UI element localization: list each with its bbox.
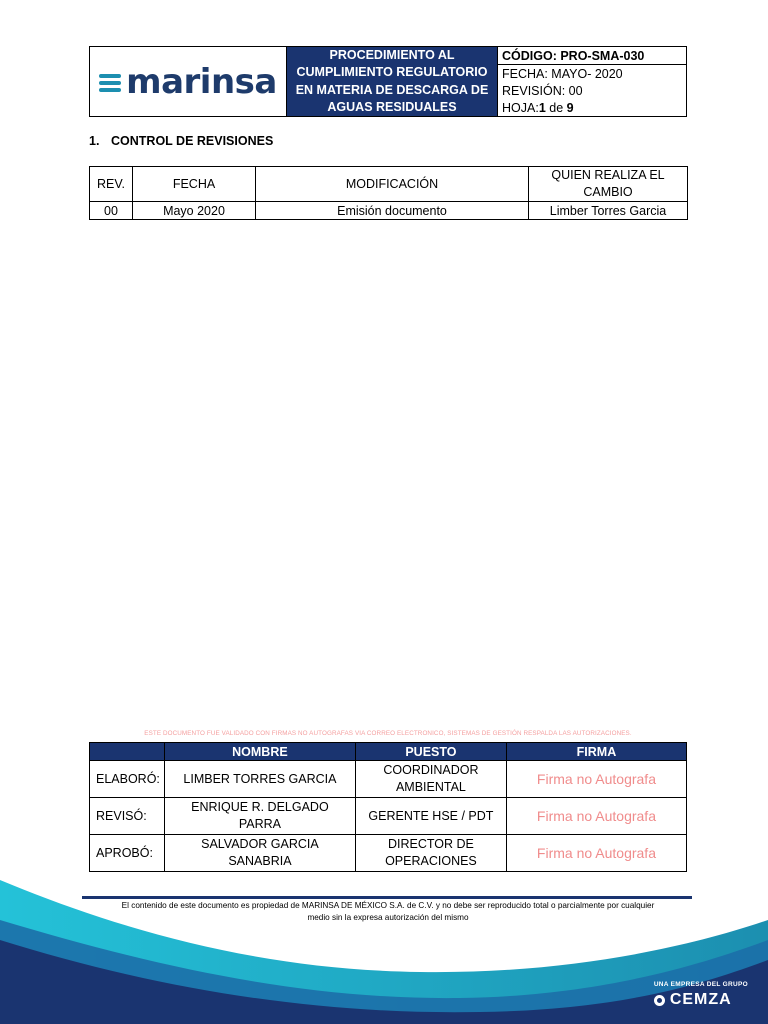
column-header: PUESTO <box>355 743 506 761</box>
name-cell: ENRIQUE R. DELGADO PARRA <box>164 798 355 835</box>
document-code: CÓDIGO: PRO-SMA-030 <box>498 47 686 65</box>
revisions-table <box>89 166 688 220</box>
role-cell: APROBÓ: <box>90 835 165 872</box>
column-header: MODIFICACIÓN <box>256 167 529 202</box>
signature-cell: Firma no Autografa <box>506 835 686 872</box>
document-header <box>89 46 687 117</box>
table-cell: Emisión documento <box>256 202 529 220</box>
logo-wordmark: marinsa <box>126 61 277 102</box>
position-cell: GERENTE HSE / PDT <box>355 798 506 835</box>
waves-icon <box>99 74 121 92</box>
cemza-logo-icon <box>654 995 665 1006</box>
name-cell: LIMBER TORRES GARCIA <box>164 761 355 798</box>
signature-cell: Firma no Autografa <box>506 761 686 798</box>
document-date: FECHA: MAYO- 2020 <box>502 66 623 81</box>
table-cell: Mayo 2020 <box>133 202 256 220</box>
document-revision: REVISIÓN: 00 <box>502 83 583 98</box>
position-cell: COORDINADOR AMBIENTAL <box>355 761 506 798</box>
table-header-row <box>90 743 687 761</box>
table-cell: 00 <box>90 202 133 220</box>
table-row <box>90 798 687 835</box>
table-row <box>90 761 687 798</box>
validation-notice: ESTE DOCUMENTO FUE VALIDADO CON FIRMAS NO AUTOGRAFAS VIA CORREO ELECTRONICO, SISTEMAS DE GESTIÓN RESPALDA LAS AUTORIZACIONES. <box>144 730 632 737</box>
signatures-table <box>89 742 687 872</box>
cemza-brand: UNA EMPRESA DEL GRUPO CEMZA <box>653 981 748 1008</box>
section-heading: 1. CONTROL DE REVISIONES <box>89 134 274 148</box>
name-cell: SALVADOR GARCIA SANABRIA <box>164 835 355 872</box>
document-page: HOJA: 1 de 9 <box>502 100 574 115</box>
position-cell: DIRECTOR DE OPERACIONES <box>355 835 506 872</box>
column-header: REV. <box>90 167 133 202</box>
role-cell: REVISÓ: <box>90 798 165 835</box>
column-header: FIRMA <box>506 743 686 761</box>
column-header: NOMBRE <box>164 743 355 761</box>
table-cell: Limber Torres Garcia <box>529 202 688 220</box>
document-title: PROCEDIMIENTO AL CUMPLIMIENTO REGULATORIO EN MATERIA DE DESCARGA DE AGUAS RESIDUALES <box>287 47 498 116</box>
document-meta <box>498 47 686 116</box>
column-header: FECHA <box>133 167 256 202</box>
footer-rule <box>82 896 692 899</box>
marinsa-logo <box>90 47 287 116</box>
table-header-row <box>90 167 688 202</box>
role-cell: ELABORÓ: <box>90 761 165 798</box>
table-row <box>90 202 688 220</box>
footer-waves <box>0 860 768 1024</box>
column-header <box>90 743 165 761</box>
column-header: QUIEN REALIZA EL CAMBIO <box>529 167 688 202</box>
signature-cell: Firma no Autografa <box>506 798 686 835</box>
footer-disclaimer: El contenido de este documento es propiedad de MARINSA DE MÉXICO S.A. de C.V. y no debe ser reproducido total o parcialmente por cualquier medio sin la expresa autorización del mismo <box>121 901 655 922</box>
